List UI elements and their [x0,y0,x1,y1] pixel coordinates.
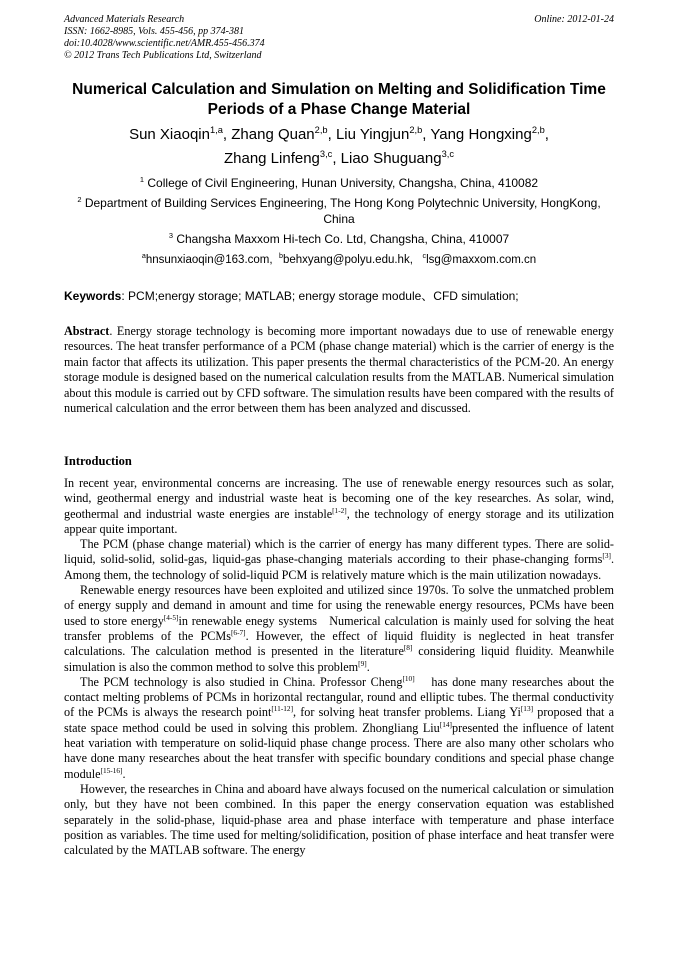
paragraph-text: . [122,766,126,781]
affiliation-number: 3 [168,231,173,240]
author-affil-mark: 2,b [531,125,545,135]
paragraph-text: . However, the effect of liquid fluidity is neglected in heat transfer calculations. The calculation method is presented in the literature [64,628,614,659]
paragraph-text: . Among them, the technology of solid-liquid PCM is relatively mature which is the main utilization nowadays. [64,552,614,582]
email-a-link[interactable]: hnsunxiaoqin@163.com, [145,254,273,266]
affiliation-text: Changsha Maxxom Hi-tech Co. Ltd, Changsha, China, 410007 [176,232,510,246]
author-name: Liao Shuguang [340,150,442,167]
email-line [60,253,618,267]
author-affil-mark: 1,a [209,125,223,135]
running-header [64,14,614,62]
citation: [14] [439,719,452,729]
citation: [15-16] [100,765,123,775]
abstract-label: Abstract [64,324,110,338]
paragraph-text: has done many researches about the contact melting problems of PCMs in horizontal rectangular, round and elliptic tubes. The thermal conductivity of the PCMs is always the research point [64,674,614,720]
email-c-link[interactable]: lsg@maxxom.com.cn [426,254,537,266]
paragraph-text: in renewable enegy systems Numerical calculation is mainly used for solving the heat transfer problems of the PCMs [64,613,614,643]
paragraph [64,537,614,583]
author-affil-mark: 3,c [319,149,333,159]
abstract-text: . Energy storage technology is becoming more important nowadays due to use of renewable energy resources. The heat transfer performance of a PCM (phase change material) which is the carrier of energy is the main factor that affects its utilization. This paper presents the thermal characteristics of the PCM-20. An energy storage module is designed based on the numerical calculation results from the MATLAB. Numerical simulation about this module is carried out by CFD software. The simulation results have been compared with the results of numerical calculation and the error between them has been analyzed and discussed. [64,324,614,416]
author-name: Zhang Quan [231,126,315,143]
author-name: Yang Hongxing [430,126,532,143]
citation: [10] [402,673,415,683]
affiliation-number: 1 [139,175,145,184]
paragraph [64,583,614,675]
paragraph [64,476,614,537]
affiliation-text-continued: China [323,212,355,226]
paragraph-text: , the technology of energy storage and its utilization appear quite important. [64,506,614,536]
email-b-link[interactable]: behxyang@polyu.edu.hk, [282,254,413,266]
paragraph-text: proposed that a state space method could be used in solving this problem. Zhongliang Liu [64,705,614,735]
author-affil-mark: 2,b [314,125,328,135]
issn-line: ISSN: 1662-8985, Vols. 455-456, pp 374-381 [64,26,244,37]
paper-title [60,80,618,120]
author-affil-mark: 3,c [441,149,454,159]
affiliation-text: Department of Building Services Engineering, The Hong Kong Polytechnic University, HongKong, [84,196,601,210]
author-line-1: Sun Xiaoqin$^{1,a}$, Zhang Quan$^{2,b}$, Liu Yingjun$^{2,b}$, Yang Hongxing$^{2,b}$, [129,125,549,143]
paragraph-text: In recent year, environmental concerns are increasing. The use of renewable energy resources such as solar, wind, geothermal energy and industrial waste heat is becoming one of the key researches. As solar, wind, geothermal and industrial waste energies are instable [64,476,614,521]
paragraph-text: The PCM technology is also studied in China. Professor Cheng [80,674,403,689]
online-date: Online: 2012-01-24 [534,14,614,25]
paragraph [64,782,614,858]
author-name: Sun Xiaoqin [129,126,210,143]
title-line-1: Numerical Calculation and Simulation on Melting and Solidification Time [72,81,606,98]
citation: [13] [520,704,534,714]
author-name: Liu Yingjun [335,126,410,143]
paragraph-text: . [366,659,370,674]
author-name: Zhang Linfeng [223,150,320,167]
email-mark: c [422,252,427,261]
email-mark: a [141,252,146,261]
author-list [60,123,618,171]
keywords-label: Keywords [64,289,122,303]
keywords [64,289,614,304]
affiliation-1 [60,175,618,191]
doi-line: doi:10.4028/www.scientific.net/AMR.455-456.374 [64,38,265,49]
citation: [4-5] [163,612,179,622]
section-heading-introduction: Introduction [64,454,132,468]
journal-name: Advanced Materials Research [64,14,185,25]
email-mark: b [278,252,283,261]
paragraph-text: However, the researches in China and aboard have always focused on the numerical calculation or simulation only, but they have not been combined. In this paper the energy conservation equation was established separately in the solid-phase, liquid-phase area and phase interface with temperature and phase interface position as variables. The time used for melting/solidification, position of phase interface and heat transfer were calculated by the MATLAB software. The energy [64,781,614,858]
citation: [9] [358,658,367,668]
affiliation-number: 2 [77,195,82,204]
citation: [3] [602,551,611,561]
paragraph-text: The PCM (phase change material) which is the carrier of energy has many different types. There are solid-liquid, solid-solid, solid-gas, liquid-gas phase-changing materials according to their phase-changing forms [64,537,614,567]
citation: [11-12] [271,704,294,714]
citation: [8] [403,643,413,653]
abstract [64,324,614,416]
author-line-2: Zhang Linfeng$^{3,c}$, Liao Shuguang$^{3,c}$ [223,149,454,167]
affiliation-2 [60,195,618,227]
title-line-2: Periods of a Phase Change Material [207,101,471,118]
introduction-body [64,476,614,858]
affiliation-text: College of Civil Engineering, Hunan University, Changsha, China, 410082 [147,176,539,190]
paragraph-text: considering liquid fluidity. Meanwhile simulation is also the common method to solve this problem [64,644,614,674]
paragraph-text: Renewable energy resources have been exploited and utilized since 1970s. To solve the unmatched problem of energy supply and demand in amount and time for using the renewable energy resources, PCMs have been used to store energy [64,583,614,628]
affiliation-3 [60,231,618,247]
author-affil-mark: 2,b [409,125,423,135]
citation: [1-2] [332,505,347,515]
keywords-text: : PCM;energy storage; MATLAB; energy storage module、CFD simulation; [121,289,519,303]
paragraph-text: presented the influence of latent heat variation with temperature on solid-liquid phase change process. There are also many other scholars who have done many researches about the heat transfer with specific boundary conditions and special phase change module [64,720,614,781]
citation: [6-7] [230,627,246,637]
paragraph [64,675,614,782]
paragraph-text: , for solving heat transfer problems. Liang Yi [293,705,521,720]
copyright-line: © 2012 Trans Tech Publications Ltd, Switzerland [64,50,262,61]
